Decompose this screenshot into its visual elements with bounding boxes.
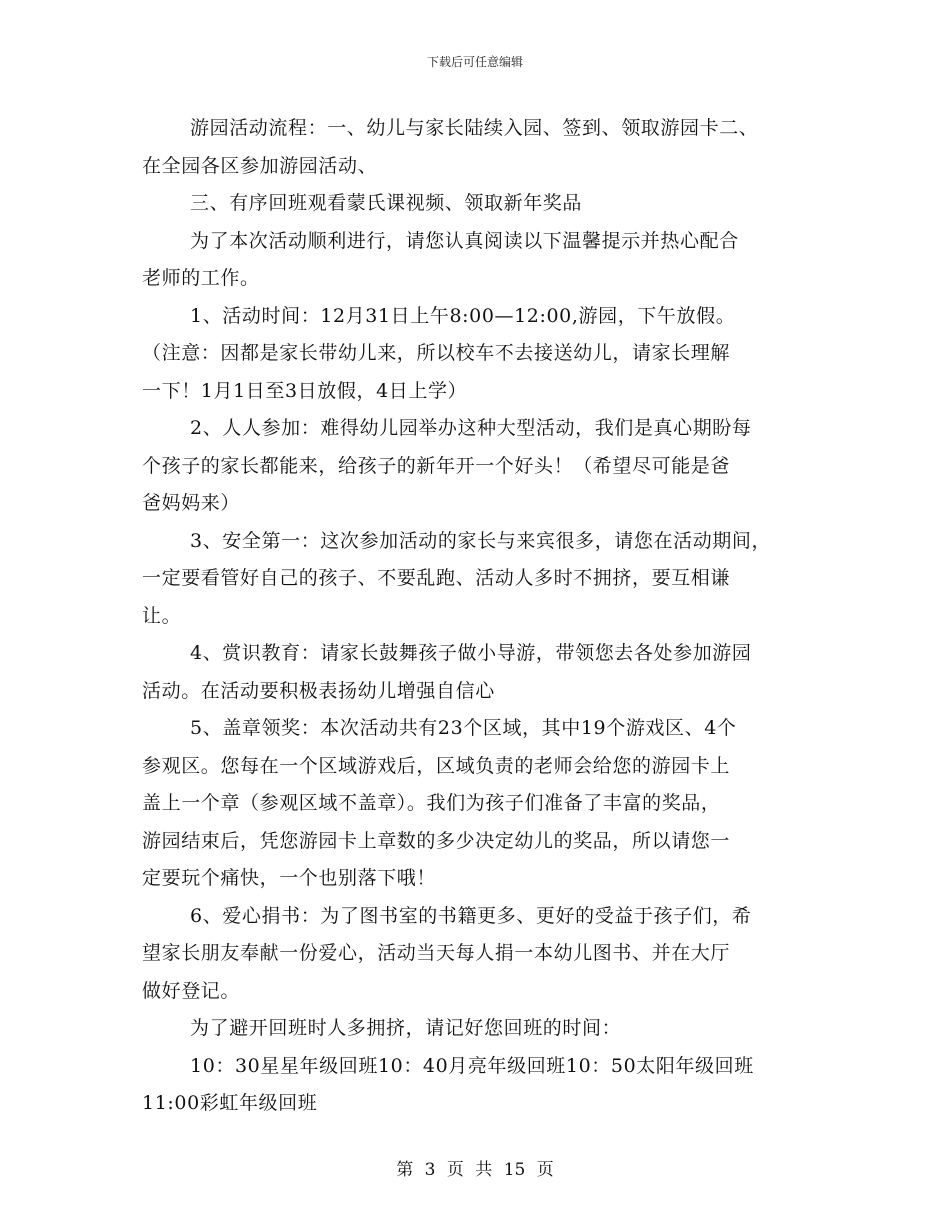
text-line-13 [142,560,822,598]
line-text: 游园活动流程：一、幼儿与家长陆续入园、签到、领取游园卡二、 [190,117,759,139]
text-line-4 [142,223,822,261]
line-text: 做好登记。 [142,979,241,1002]
text-line-27 [142,1085,822,1123]
text-line-23 [142,935,822,973]
text-line-9 [142,410,822,448]
text-line-22 [142,898,822,936]
line-text: 6、爱心捐书：为了图书室的书籍更多、更好的受益于孩子们，希 [190,904,752,927]
line-text: 3、安全第一：这次参加活动的家长与来宾很多，请您在活动期间， [190,529,772,552]
line-text: 11:00彩虹年级回班 [142,1092,318,1114]
line-text: （注意：因都是家长带幼儿来，所以校车不去接送幼儿，请家长理解 [142,342,731,364]
line-text: 个孩子的家长都能来，给孩子的新年开一个好头！（希望尽可能是爸 [142,454,731,477]
text-line-7 [142,335,822,373]
line-text: 盖上一个章（参观区域不盖章）。我们为孩子们准备了丰富的奖品， [142,792,721,814]
line-text: 为了避开回班时人多拥挤，请记好您回班的时间： [190,1017,622,1039]
text-line-15 [142,635,822,673]
page-header-note: 下载后可任意编辑 [426,55,523,69]
text-line-19 [142,785,822,823]
text-line-12 [142,523,822,561]
text-line-25 [142,1010,822,1048]
line-text: 1、活动时间：12月31日上午8:00—12:00,游园，下午放假。 [190,304,736,327]
line-text: 让。 [142,604,182,627]
text-line-17 [142,710,822,748]
line-text: 望家长朋友奉献一份爱心，活动当天每人捐一本幼儿图书、并在大厅 [142,942,731,964]
text-line-6 [142,298,822,336]
text-line-1 [142,110,822,148]
page-number-footer: 第 3 页 共 15 页 [396,1160,554,1180]
line-text: 老师的工作。 [142,267,260,289]
line-text: 10：30星星年级回班10：40月亮年级回班10：50太阳年级回班 [190,1054,754,1077]
line-text: 参观区。您每在一个区域游戏后，区域负责的老师会给您的游园卡上 [142,754,731,777]
text-line-3 [142,185,822,223]
text-line-26 [142,1048,822,1086]
line-text: 2、人人参加：难得幼儿园举办这种大型活动，我们是真心期盼每 [190,417,752,439]
text-line-14 [142,598,822,636]
text-line-20 [142,823,822,861]
line-text: 一下！1月1日至3日放假，4日上学） [142,379,468,402]
line-text: 一定要看管好自己的孩子、不要乱跑、活动人多时不拥挤，要互相谦 [142,567,731,589]
text-line-2 [142,148,822,186]
document-body [142,110,822,1123]
line-text: 5、盖章领奖：本次活动共有23个区域，其中19个游戏区、4个 [190,717,737,739]
text-line-11 [142,485,822,523]
text-line-10 [142,448,822,486]
text-line-24 [142,973,822,1011]
line-text: 爸妈妈来） [142,492,241,514]
text-line-18 [142,748,822,786]
text-line-8 [142,373,822,411]
line-text: 为了本次活动顺利进行，请您认真阅读以下温馨提示并热心配合 [190,229,739,252]
line-text: 在全园各区参加游园活动、 [142,154,378,177]
text-line-5 [142,260,822,298]
text-line-21 [142,860,822,898]
line-text: 游园结束后，凭您游园卡上章数的多少决定幼儿的奖品，所以请您一 [142,829,731,852]
text-line-16 [142,673,822,711]
line-text: 活动。在活动要积极表扬幼儿增强自信心 [142,679,495,702]
line-text: 定要玩个痛快，一个也别落下哦！ [142,867,437,889]
line-text: 4、赏识教育：请家长鼓舞孩子做小导游，带领您去各处参加游园 [190,642,752,664]
line-text: 三、有序回班观看蒙氏课视频、领取新年奖品 [190,192,583,214]
